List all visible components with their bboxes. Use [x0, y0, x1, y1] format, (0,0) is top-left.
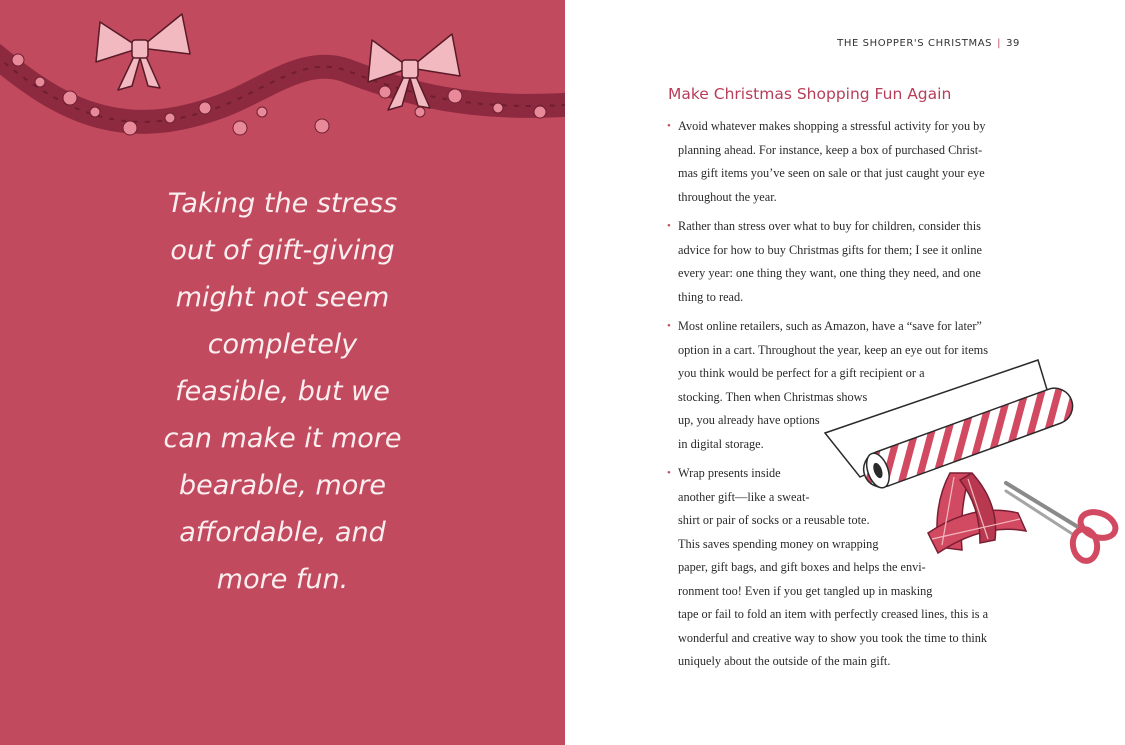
text-line: up, you already have options [678, 413, 820, 427]
page-number: 39 [1006, 38, 1020, 49]
text-line: tape or fail to fold an item with perfectly creased lines, this is a [678, 607, 989, 621]
text-line: Most online retailers, such as Amazon, have a “save for later” [678, 319, 982, 333]
text-line: This saves spending money on wrapping [678, 536, 879, 551]
wrapping-supplies-illustration [820, 355, 1125, 575]
pull-quote-line: Taking the stress [167, 188, 398, 219]
pull-quote [140, 180, 425, 603]
text-line: thing to read. [678, 289, 744, 304]
text-line: option in a cart. Throughout the year, keep an eye out for items [678, 342, 989, 357]
list-item [667, 115, 1023, 209]
text-line: in digital storage. [678, 436, 764, 451]
pull-quote-line: more fun. [216, 564, 349, 595]
text-line: paper, gift bags, and gift boxes and helps the envi- [678, 560, 926, 574]
text-line: throughout the year. [678, 189, 777, 204]
text-line: planning ahead. For instance, keep a box of purchased Christ- [678, 142, 983, 157]
text-line: Rather than stress over what to buy for children, consider this [678, 219, 981, 233]
running-head-title: THE SHOPPER'S CHRISTMAS [837, 38, 993, 49]
text-line: uniquely about the outside of the main gift. [678, 654, 891, 668]
pull-quote-line: might not seem [175, 282, 390, 313]
text-line: advice for how to buy Christmas gifts for them; I see it online [678, 242, 982, 257]
text-line: wonderful and creative way to show you took the time to think [678, 630, 988, 645]
pull-quote-line: bearable, more [179, 470, 386, 501]
list-item [667, 215, 1023, 309]
text-line: another gift—like a sweat- [678, 489, 810, 504]
garland-with-bows-illustration [0, 0, 565, 160]
text-line: stocking. Then when Christmas shows [678, 389, 868, 404]
pull-quote-line: affordable, and [179, 517, 386, 548]
pull-quote-line: out of gift-giving [170, 235, 395, 266]
running-head-separator: | [997, 38, 1002, 49]
text-line: Avoid whatever makes shopping a stressful activity for you by [678, 119, 986, 133]
text-line: ronment too! Even if you get tangled up in masking [678, 583, 933, 598]
pull-quote-line: completely [207, 329, 358, 360]
text-line: Wrap presents inside [678, 466, 781, 480]
bullet-dot: • [667, 467, 671, 479]
bullet-dot: • [667, 220, 671, 232]
text-line: every year: one thing they want, one thing they need, and one [678, 266, 981, 280]
pull-quote-line: can make it more [163, 423, 402, 454]
pull-quote-line: feasible, but we [175, 376, 390, 407]
text-line: you think would be perfect for a gift recipient or a [678, 366, 925, 380]
text-line: mas gift items you’ve seen on sale or that just caught your eye [678, 166, 985, 180]
bullet-dot: • [667, 120, 671, 132]
text-line: shirt or pair of socks or a reusable tote. [678, 513, 870, 527]
running-head [837, 38, 1020, 49]
bullet-dot: • [667, 320, 671, 332]
section-title: Make Christmas Shopping Fun Again [668, 85, 952, 103]
